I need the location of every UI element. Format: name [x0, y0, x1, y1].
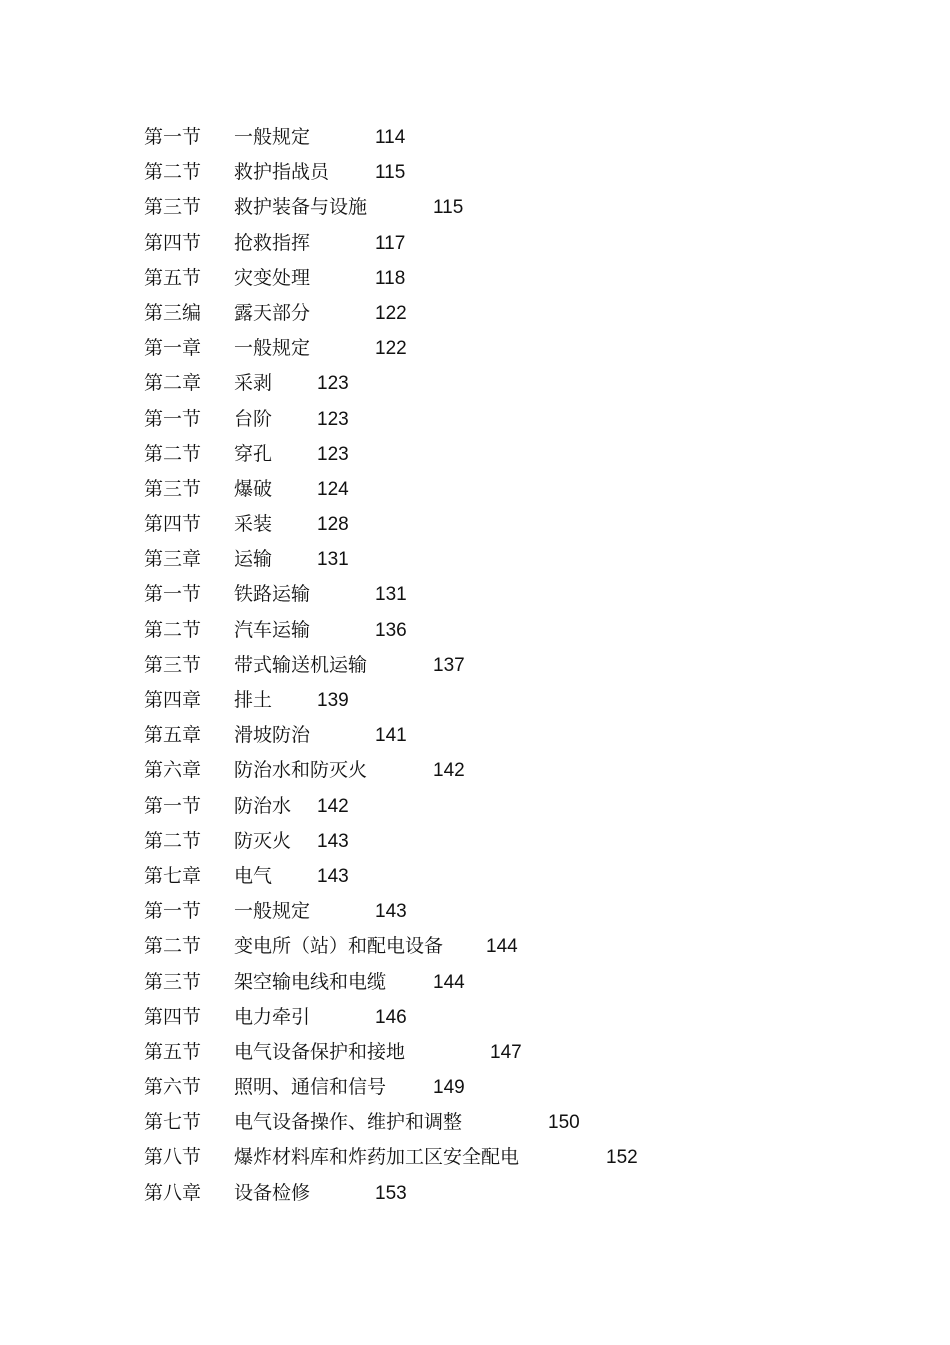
- toc-entry-title: 设备检修: [234, 1181, 311, 1204]
- toc-entry-page: 144: [433, 971, 465, 993]
- toc-entry-title: 电力牵引: [234, 1005, 311, 1028]
- toc-entry-page: 141: [375, 725, 407, 747]
- toc-entry-page: 131: [317, 549, 349, 571]
- toc-entry-label: 第一章: [144, 337, 202, 360]
- toc-entry-label: 第五章: [144, 724, 202, 747]
- toc-entry: [144, 402, 864, 437]
- toc-entry-page: 143: [317, 830, 349, 852]
- toc-entry-page: 137: [433, 654, 465, 676]
- toc-entry-title: 采装: [234, 513, 273, 536]
- toc-entry-title: 台阶: [234, 407, 273, 430]
- toc-entry-page: 118: [375, 267, 406, 289]
- toc-entry-title: 防治水: [234, 794, 292, 817]
- toc-entry: [144, 648, 864, 683]
- toc-entry-title: 滑坡防治: [234, 724, 311, 747]
- toc-entry-label: 第一节: [144, 126, 202, 148]
- toc-entry-title: 铁路运输: [234, 583, 311, 606]
- toc-entry: [144, 1000, 864, 1035]
- toc-entry-label: 第六章: [144, 759, 202, 782]
- toc-entry-title: 一般规定: [234, 337, 311, 360]
- toc-entry-label: 第四节: [144, 231, 202, 254]
- toc-entry-page: 139: [317, 690, 349, 711]
- toc-entry: [144, 155, 864, 190]
- toc-entry-page: 122: [375, 338, 407, 360]
- toc-entry-title: 电气设备操作、维护和调整: [234, 1111, 463, 1134]
- toc-entry-title: 穿孔: [234, 442, 273, 465]
- toc-entry-label: 第一节: [144, 794, 202, 817]
- toc-entry-label: 第三节: [144, 653, 202, 676]
- toc-entry-title: 防治水和防灭火: [234, 759, 368, 782]
- toc-entry-page: 153: [375, 1182, 407, 1204]
- toc-entry: [144, 577, 864, 612]
- toc-entry: [144, 296, 864, 331]
- toc-entry: [144, 472, 864, 507]
- toc-entry-page: 142: [317, 795, 349, 817]
- toc-entry: [144, 331, 864, 366]
- toc-entry: [144, 1176, 864, 1211]
- toc-entry-title: 变电所（站）和配电设备: [234, 935, 444, 958]
- toc-entry-label: 第二节: [144, 829, 202, 852]
- toc-entry-label: 第二节: [144, 935, 202, 958]
- toc-entry-page: 143: [317, 865, 349, 887]
- toc-entry-label: 第五节: [144, 1040, 202, 1063]
- toc-entry-page: 128: [317, 514, 349, 536]
- toc-entry-title: 汽车运输: [234, 618, 311, 641]
- toc-entry: [144, 542, 864, 577]
- toc-entry: [144, 226, 864, 261]
- toc-entry-page: 131: [375, 584, 407, 606]
- toc-entry-title: 带式输送机运输: [234, 653, 368, 676]
- toc-entry-label: 第三节: [144, 970, 202, 993]
- toc-entry-title: 防灭火: [234, 829, 292, 852]
- toc-entry-page: 115: [433, 197, 464, 219]
- toc-entry: [144, 1035, 864, 1070]
- toc-entry-title: 救护装备与设施: [234, 196, 368, 219]
- toc-entry: [144, 965, 864, 1000]
- toc-entry-label: 第二节: [144, 161, 202, 184]
- toc-entry: [144, 437, 864, 472]
- toc-entry-label: 第三节: [144, 196, 202, 219]
- toc-entry-label: 第八章: [144, 1181, 202, 1204]
- toc-entry: [144, 366, 864, 401]
- toc-entry-label: 第六节: [144, 1076, 202, 1099]
- toc-entry-label: 第四节: [144, 1005, 202, 1028]
- toc-entry-label: 第一节: [144, 900, 202, 923]
- toc-entry-page: 143: [375, 901, 407, 923]
- toc-entry-page: 149: [433, 1077, 465, 1099]
- toc-entry: [144, 190, 864, 225]
- toc-entry-label: 第二章: [144, 372, 202, 395]
- toc-entry-page: 124: [317, 478, 349, 500]
- toc-entry: [144, 929, 864, 964]
- toc-entry-title: 抢救指挥: [234, 231, 311, 254]
- toc-entry-title: 爆炸材料库和炸药加工区安全配电: [234, 1146, 520, 1169]
- toc-entry-label: 第二节: [144, 618, 202, 641]
- toc-entry-title: 救护指战员: [234, 161, 330, 184]
- toc-entry-label: 第三编: [144, 301, 202, 324]
- toc-entry-title: 露天部分: [234, 301, 311, 324]
- toc-entry-page: 144: [486, 936, 518, 958]
- toc-entry: [144, 859, 864, 894]
- toc-entry-title: 架空输电线和电缆: [234, 970, 387, 993]
- toc-entry-label: 第三章: [144, 548, 202, 571]
- toc-entry: [144, 120, 864, 155]
- toc-entry-page: 115: [375, 162, 406, 184]
- toc-entry-page: 152: [606, 1147, 638, 1169]
- toc-entry-page: 136: [375, 619, 407, 641]
- toc-entry-page: 142: [433, 760, 465, 782]
- toc-entry-page: 123: [317, 408, 349, 430]
- toc-entry: [144, 894, 864, 929]
- toc-entry: [144, 507, 864, 542]
- toc-entry-label: 第七节: [144, 1111, 202, 1134]
- toc-entry: [144, 613, 864, 648]
- toc-entry-title: 运输: [234, 548, 273, 571]
- toc-entry-label: 第一节: [144, 407, 202, 430]
- toc-entry-title: 电气: [234, 864, 273, 887]
- toc-entry: [144, 718, 864, 753]
- table-of-contents: [144, 120, 864, 1211]
- toc-entry-label: 第四节: [144, 513, 202, 536]
- toc-entry-page: 146: [375, 1006, 407, 1028]
- toc-entry: [144, 1105, 864, 1140]
- toc-entry-page: 117: [375, 232, 406, 254]
- toc-entry-page: 122: [375, 302, 407, 324]
- toc-entry-label: 第一节: [144, 583, 202, 606]
- toc-entry-label: 第四章: [144, 689, 202, 711]
- toc-entry: [144, 824, 864, 859]
- toc-entry-title: 采剥: [234, 372, 273, 395]
- toc-entry-label: 第五节: [144, 266, 202, 289]
- toc-entry: [144, 683, 864, 718]
- toc-entry-title: 电气设备保护和接地: [234, 1040, 406, 1063]
- toc-entry-page: 123: [317, 373, 349, 395]
- toc-entry-title: 照明、通信和信号: [234, 1076, 387, 1099]
- toc-entry-label: 第三节: [144, 477, 202, 500]
- toc-entry: [144, 1070, 864, 1105]
- toc-entry-page: 123: [317, 443, 349, 465]
- toc-entry: [144, 753, 864, 788]
- toc-entry-title: 爆破: [234, 477, 273, 500]
- toc-entry-title: 一般规定: [234, 900, 311, 923]
- toc-entry: [144, 1140, 864, 1175]
- toc-entry-title: 灾变处理: [234, 266, 311, 289]
- toc-entry: [144, 789, 864, 824]
- toc-entry-label: 第二节: [144, 442, 202, 465]
- toc-entry-title: 一般规定: [234, 126, 311, 148]
- toc-entry-title: 排土: [234, 689, 273, 711]
- toc-entry-label: 第八节: [144, 1146, 202, 1169]
- toc-entry-label: 第七章: [144, 864, 202, 887]
- toc-entry-page: 147: [490, 1041, 522, 1063]
- toc-entry-page: 150: [548, 1112, 580, 1134]
- toc-entry-page: 114: [375, 127, 406, 148]
- toc-entry: [144, 261, 864, 296]
